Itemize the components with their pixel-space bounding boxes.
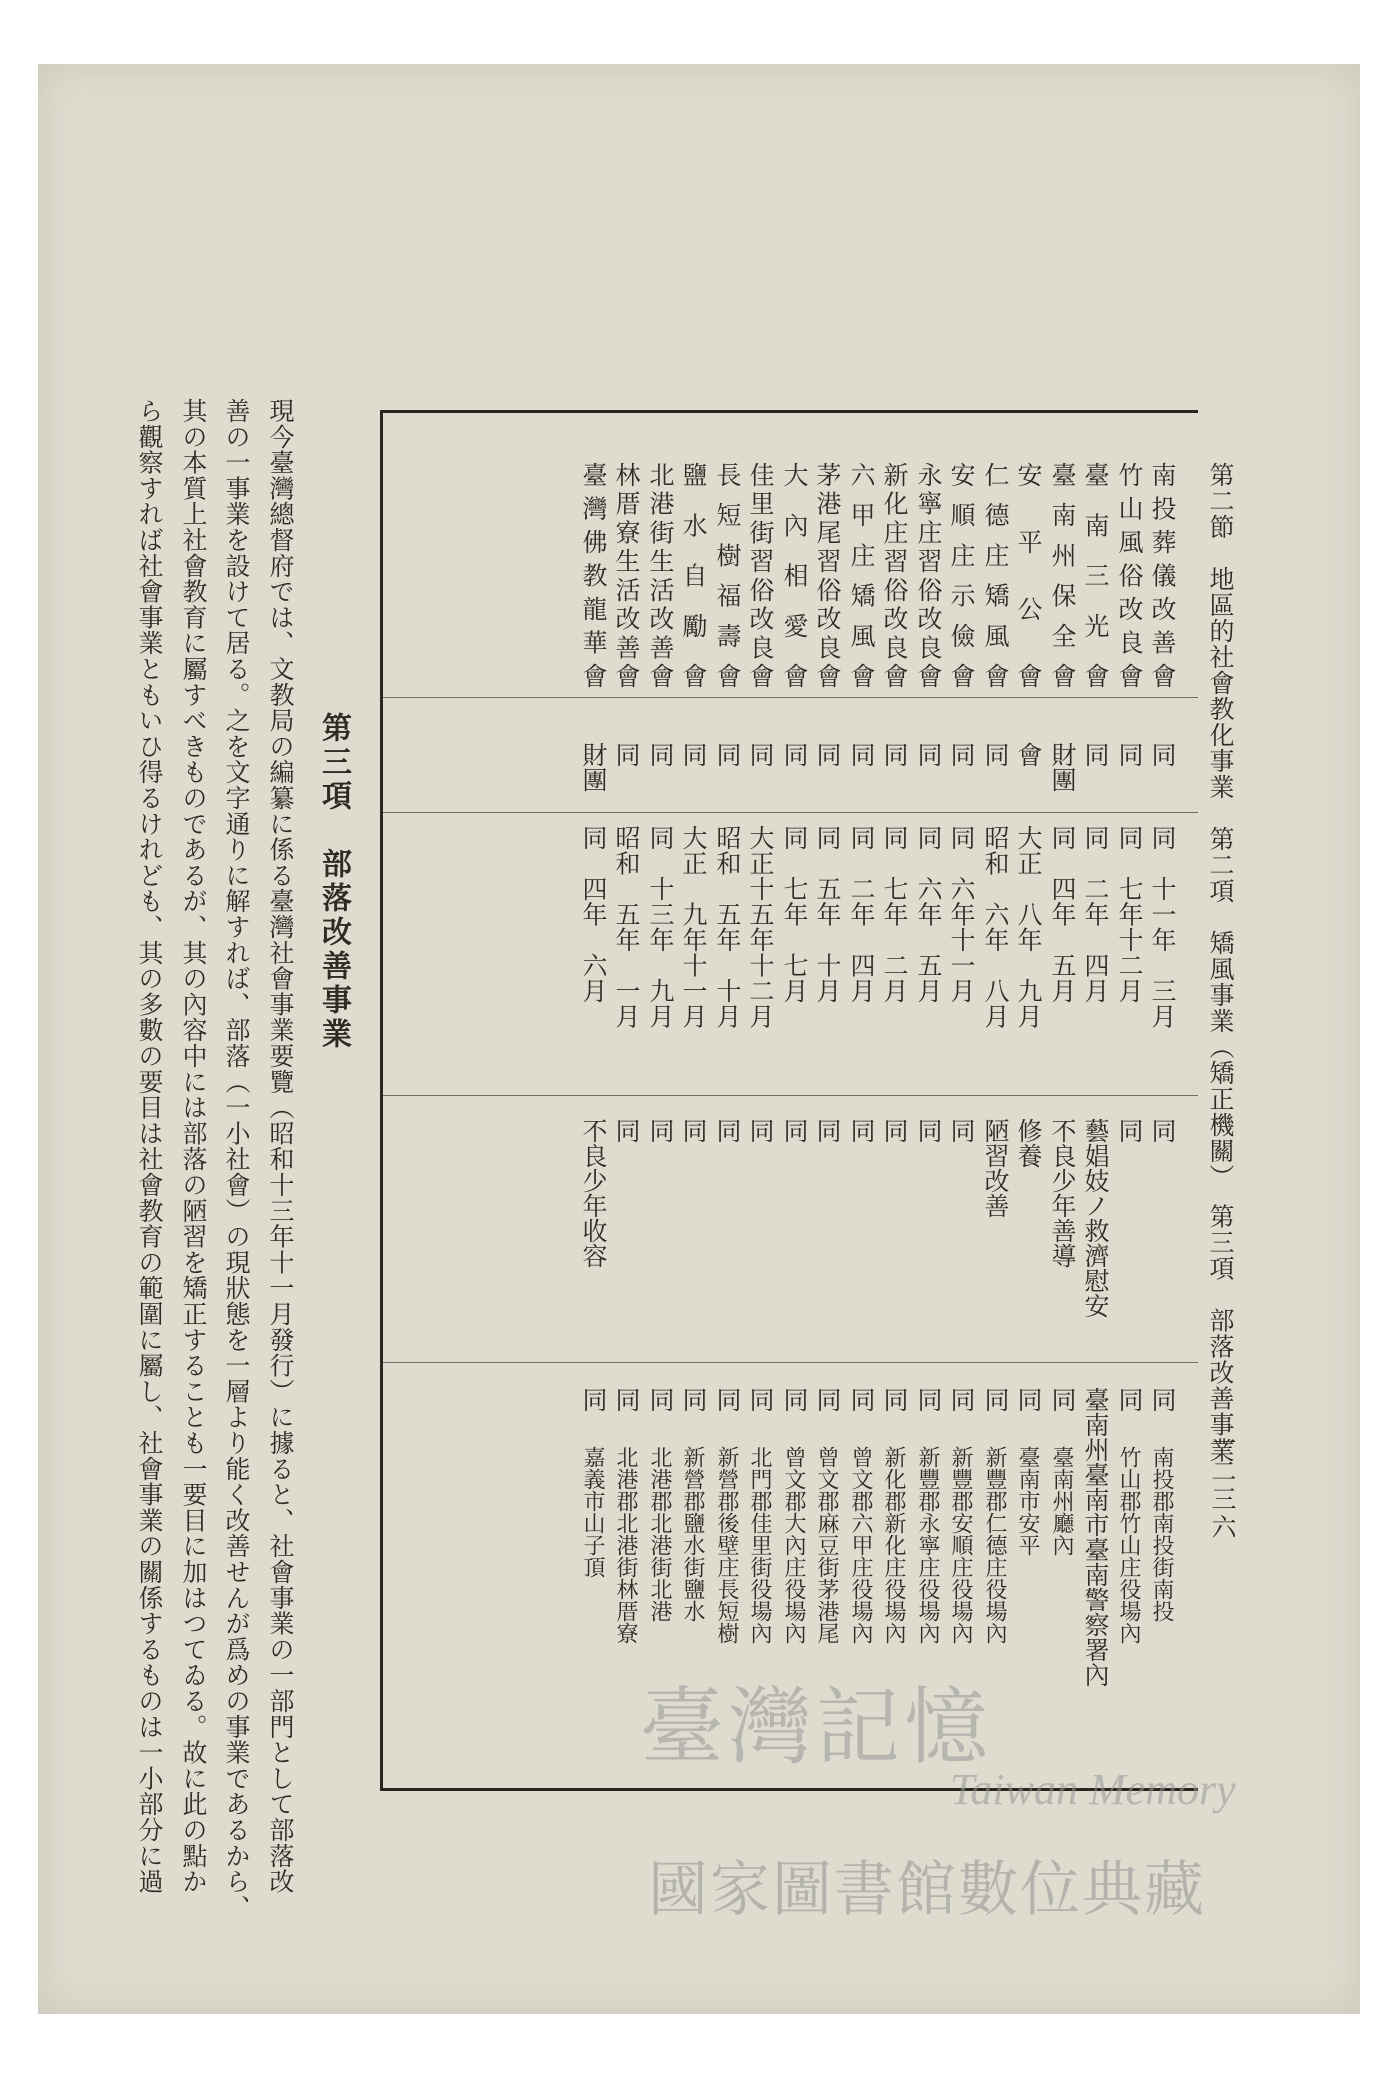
org-name: 安順庄示儉會	[947, 462, 976, 688]
founded-date: 同 四年 五月	[1048, 825, 1077, 1004]
org-type: 同	[780, 742, 809, 767]
org-type: 同	[914, 742, 943, 767]
purpose: 同	[646, 1118, 675, 1143]
org-name: 仁德庄矯風會	[981, 462, 1010, 688]
watermark-organization: 國家圖書館數位典藏	[648, 1855, 1206, 1925]
purpose: 同	[1115, 1118, 1144, 1143]
org-name: 長短樹福壽會	[713, 462, 742, 688]
location-b: 新化郡新化庄役場內	[881, 1446, 906, 1644]
location-b: 曾文郡麻豆街茅港尾	[814, 1446, 839, 1644]
location-a: 同	[713, 1387, 742, 1412]
purpose: 同	[914, 1118, 943, 1143]
founded-date: 同 四年 六月	[579, 825, 608, 1004]
org-type: 同	[612, 742, 641, 767]
running-header: 第二節 地區的社會教化事業 第二項 矯風事業（矯正機關） 第三項 部落改善事業	[1206, 462, 1235, 1464]
watermark-logo-text: 臺灣記憶	[640, 1678, 993, 1776]
location-a: 同	[579, 1387, 608, 1412]
body-line: ら觀察すれば社會事業ともいひ得るけれども、其の多數の要目は社會教育の範圍に屬し、社會事業の關係するものは一小部分に過	[135, 398, 164, 1895]
founded-date: 大正 八年 九月	[1014, 825, 1043, 1029]
location-a: 同	[947, 1387, 976, 1412]
purpose: 同	[813, 1118, 842, 1143]
purpose: 同	[947, 1118, 976, 1143]
location-a: 臺南州臺南市臺南警察署內	[1081, 1387, 1110, 1687]
table-divider-1	[383, 697, 1198, 698]
org-name: 茅港尾習俗改良會	[813, 462, 842, 688]
location-a: 同	[1115, 1387, 1144, 1412]
location-b: 竹山郡竹山庄役場內	[1116, 1446, 1141, 1644]
org-type: 同	[646, 742, 675, 767]
location-a: 同	[914, 1387, 943, 1412]
founded-date: 昭和 六年 八月	[981, 825, 1010, 1029]
org-name: 安平公會	[1014, 462, 1043, 688]
purpose: 同	[880, 1118, 909, 1143]
section-title: 第三項 部落改善事業	[316, 712, 351, 1052]
org-name: 大內相愛會	[780, 462, 809, 688]
location-a: 同	[679, 1387, 708, 1412]
table-left-rule	[380, 410, 383, 1791]
location-b: 新豐郡安順庄役場內	[948, 1446, 973, 1644]
org-name: 南投葬儀改善會	[1148, 462, 1177, 688]
founded-date: 同 七年 七月	[780, 825, 809, 1004]
org-type: 同	[1148, 742, 1177, 767]
org-name: 臺南三光會	[1081, 462, 1110, 688]
location-a: 同	[1148, 1387, 1177, 1412]
table-divider-3	[383, 1095, 1198, 1096]
org-type: 財團	[1048, 742, 1077, 792]
org-type: 同	[1081, 742, 1110, 767]
founded-date: 同 二年 四月	[1081, 825, 1110, 1004]
location-a: 同	[612, 1387, 641, 1412]
purpose: 同	[612, 1118, 641, 1143]
watermark-english: Taiwan Memory	[950, 1765, 1236, 1814]
founded-date: 大正十五年十二月	[746, 825, 775, 1029]
purpose: 藝娼妓ノ救濟慰安	[1081, 1118, 1110, 1318]
purpose: 同	[847, 1118, 876, 1143]
org-name: 臺南州保全會	[1048, 462, 1077, 688]
location-b: 北港郡北港街北港	[647, 1446, 672, 1622]
org-name: 林厝寮生活改善會	[612, 462, 641, 688]
purpose: 同	[713, 1118, 742, 1143]
org-type: 會	[1014, 742, 1043, 767]
location-b: 臺南州廳內	[1049, 1446, 1074, 1556]
location-b: 嘉義市山子頂	[580, 1446, 605, 1578]
location-a: 同	[847, 1387, 876, 1412]
org-type: 同	[847, 742, 876, 767]
org-type: 同	[713, 742, 742, 767]
org-type: 同	[1115, 742, 1144, 767]
body-line: 現今臺灣總督府では、文教局の編纂に係る臺灣社會事業要覽（昭和十三年十一月發行）に據ると、社會事業の一部門として部落改	[266, 398, 295, 1895]
location-b: 新豐郡永寧庄役場內	[915, 1446, 940, 1644]
location-a: 同	[981, 1387, 1010, 1412]
org-name: 竹山風俗改良會	[1115, 462, 1144, 688]
org-name: 北港街生活改善會	[646, 462, 675, 688]
location-a: 同	[1048, 1387, 1077, 1412]
org-type: 同	[947, 742, 976, 767]
org-name: 新化庄習俗改良會	[880, 462, 909, 688]
location-a: 同	[746, 1387, 775, 1412]
location-a: 同	[780, 1387, 809, 1412]
table-top-rule	[380, 410, 1198, 413]
org-type: 同	[813, 742, 842, 767]
location-b: 新營郡鹽水街鹽水	[680, 1446, 705, 1622]
location-b: 新豐郡仁德庄役場內	[982, 1446, 1007, 1644]
location-a: 同	[1014, 1387, 1043, 1412]
location-b: 曾文郡大內庄役場內	[781, 1446, 806, 1644]
location-a: 同	[646, 1387, 675, 1412]
purpose: 同	[746, 1118, 775, 1143]
founded-date: 昭和 五年 十月	[713, 825, 742, 1029]
location-b: 新營郡後壁庄長短樹	[714, 1446, 739, 1644]
body-line: 善の一事業を設けて居る。之を文字通りに解すれば、部落（一小社會）の現狀態を一層より能く改善せんが爲めの事業であるから、	[222, 398, 251, 1921]
purpose: 同	[1148, 1118, 1177, 1143]
founded-date: 同 七年 二月	[880, 825, 909, 1004]
founded-date: 同 七年十二月	[1115, 825, 1144, 1004]
table-divider-4	[383, 1362, 1198, 1363]
org-name: 臺灣佛教龍華會	[579, 462, 608, 688]
location-b: 南投郡南投街南投	[1149, 1446, 1174, 1622]
founded-date: 昭和 五年 一月	[612, 825, 641, 1029]
org-type: 同	[679, 742, 708, 767]
org-type: 同	[981, 742, 1010, 767]
purpose: 不良少年善導	[1048, 1118, 1077, 1268]
org-name: 佳里街習俗改良會	[746, 462, 775, 688]
page-number: 一二三六	[1208, 1430, 1237, 1542]
purpose: 陋習改善	[981, 1118, 1010, 1218]
purpose: 不良少年收容	[579, 1118, 608, 1268]
founded-date: 同 二年 四月	[847, 825, 876, 1004]
org-type: 財團	[579, 742, 608, 792]
org-type: 同	[746, 742, 775, 767]
location-b: 曾文郡六甲庄役場內	[848, 1446, 873, 1644]
location-a: 同	[813, 1387, 842, 1412]
founded-date: 同 十三年 九月	[646, 825, 675, 1029]
org-type: 同	[880, 742, 909, 767]
org-name: 鹽水自勵會	[679, 462, 708, 688]
founded-date: 同 六年十一月	[947, 825, 976, 1004]
org-name: 永寧庄習俗改良會	[914, 462, 943, 688]
founded-date: 同 六年 五月	[914, 825, 943, 1004]
table-divider-2	[383, 812, 1198, 813]
location-a: 同	[880, 1387, 909, 1412]
founded-date: 大正 九年十一月	[679, 825, 708, 1029]
purpose: 修養	[1014, 1118, 1043, 1168]
location-b: 臺南市安平	[1015, 1446, 1040, 1556]
body-line: 其の本質上社會教育に屬すべきものであるが、其の內容中には部落の陋習を矯正することも一要目に加はつてゐる。故に此の點か	[179, 398, 208, 1895]
purpose: 同	[780, 1118, 809, 1143]
org-name: 六甲庄矯風會	[847, 462, 876, 688]
location-b: 北港郡北港街林厝寮	[613, 1446, 638, 1644]
purpose: 同	[679, 1118, 708, 1143]
founded-date: 同 十一年 三月	[1148, 825, 1177, 1029]
location-b: 北門郡佳里街役場內	[747, 1446, 772, 1644]
founded-date: 同 五年 十月	[813, 825, 842, 1004]
